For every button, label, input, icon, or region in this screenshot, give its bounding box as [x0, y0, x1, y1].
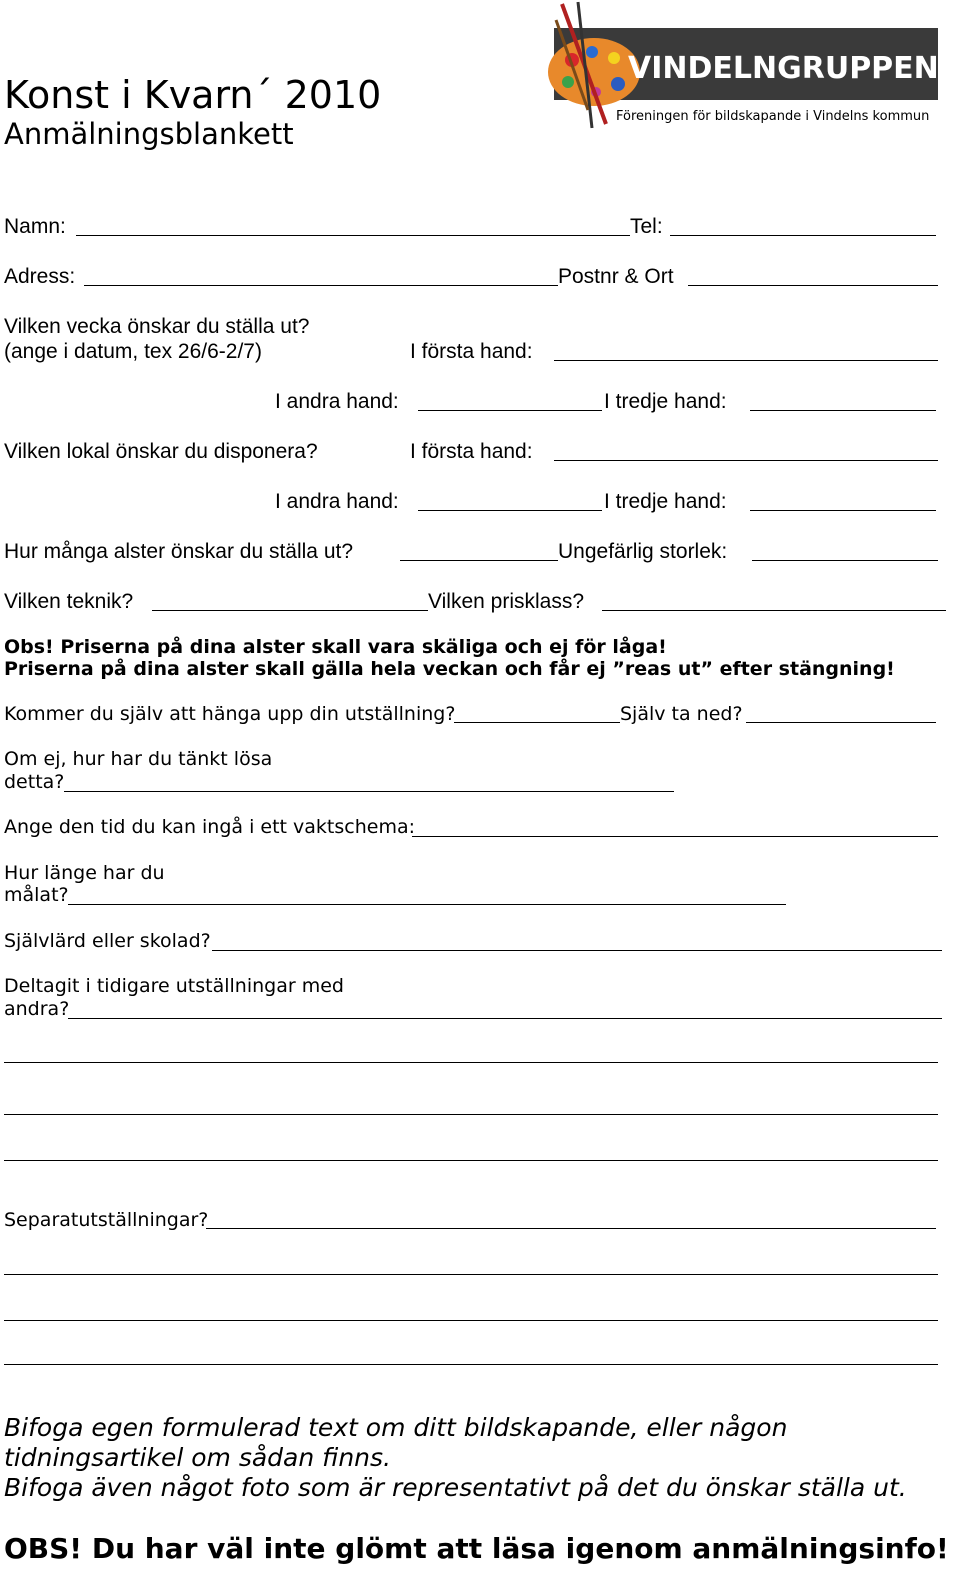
- vecka-first-label: I första hand:: [410, 340, 533, 363]
- separat-field-line-3[interactable]: [4, 1320, 938, 1321]
- lokal-second-label: I andra hand:: [275, 490, 399, 513]
- bifoga-text-3: Bifoga även något foto som är representativt på det du önskar ställa ut.: [4, 1473, 907, 1502]
- alster-question: Hur många alster önskar du ställa ut?: [4, 540, 354, 563]
- deltagit-field-line-3[interactable]: [4, 1114, 938, 1115]
- lokal-second-field[interactable]: [418, 510, 602, 511]
- lokal-first-label: I första hand:: [410, 440, 533, 463]
- lokal-first-field[interactable]: [554, 460, 938, 461]
- vecka-third-field[interactable]: [750, 410, 936, 411]
- malat-question: Hur länge har du: [4, 862, 165, 884]
- storlek-field[interactable]: [752, 560, 938, 561]
- adress-label: Adress:: [4, 265, 76, 288]
- page-title: Konst i Kvarn´ 2010: [4, 73, 382, 117]
- namn-label: Namn:: [4, 215, 66, 238]
- ta-ned-label: Själv ta ned?: [620, 703, 743, 725]
- vaktschema-field[interactable]: [412, 836, 938, 837]
- deltagit-field-line-4[interactable]: [4, 1160, 938, 1161]
- teknik-label: Vilken teknik?: [4, 590, 134, 613]
- deltagit-field[interactable]: [68, 1018, 942, 1019]
- page-subtitle: Anmälningsblankett: [4, 117, 294, 151]
- bifoga-text-2: tidningsartikel om sådan finns.: [4, 1443, 391, 1472]
- vecka-hint: (ange i datum, tex 26/6-2/7): [4, 340, 262, 363]
- vecka-second-label: I andra hand:: [275, 390, 399, 413]
- vecka-second-field[interactable]: [418, 410, 602, 411]
- price-notice: Obs! Priserna på dina alster skall vara skäliga och ej för låga!: [4, 636, 667, 658]
- lokal-question: Vilken lokal önskar du disponera?: [4, 440, 318, 463]
- malat-field[interactable]: [68, 904, 786, 905]
- hanga-field[interactable]: [454, 722, 620, 723]
- price-notice-2: Priserna på dina alster skall gälla hela veckan och får ej ”reas ut” efter stängning!: [4, 658, 895, 680]
- om-ej-field[interactable]: [64, 791, 674, 792]
- tel-field[interactable]: [670, 235, 936, 236]
- vecka-first-field[interactable]: [554, 360, 938, 361]
- teknik-field[interactable]: [152, 610, 428, 611]
- final-reminder: OBS! Du har väl inte glömt att läsa igenom anmälningsinfo!: [4, 1532, 949, 1565]
- postnr-field[interactable]: [688, 285, 938, 286]
- tel-label: Tel:: [630, 215, 663, 238]
- lokal-third-field[interactable]: [750, 510, 936, 511]
- malat-question-2: målat?: [4, 884, 69, 906]
- namn-field[interactable]: [76, 235, 630, 236]
- deltagit-field-line-2[interactable]: [4, 1062, 938, 1063]
- om-ej-question-2: detta?: [4, 771, 65, 793]
- hanga-question: Kommer du själv att hänga upp din utställning?: [4, 703, 456, 725]
- sjalvlard-question: Självlärd eller skolad?: [4, 930, 211, 952]
- separat-question: Separatutställningar?: [4, 1209, 209, 1231]
- vecka-third-label: I tredje hand:: [604, 390, 727, 413]
- lokal-third-label: I tredje hand:: [604, 490, 727, 513]
- vindelngruppen-logo: [548, 0, 946, 130]
- prisklass-field[interactable]: [602, 610, 946, 611]
- separat-field[interactable]: [206, 1228, 936, 1229]
- bifoga-text-1: Bifoga egen formulerad text om ditt bildskapande, eller någon: [4, 1413, 788, 1442]
- svg-text:Föreningen för bildskapande i: Föreningen för bildskapande i Vindelns kommun: [616, 109, 930, 124]
- vecka-question: Vilken vecka önskar du ställa ut?: [4, 315, 310, 338]
- separat-field-line-2[interactable]: [4, 1274, 938, 1275]
- om-ej-question: Om ej, hur har du tänkt lösa: [4, 748, 273, 770]
- deltagit-question: Deltagit i tidigare utställningar med: [4, 975, 344, 997]
- adress-field[interactable]: [84, 285, 558, 286]
- postnr-label: Postnr & Ort: [558, 265, 674, 288]
- deltagit-question-2: andra?: [4, 998, 70, 1020]
- svg-text:VINDELNGRUPPEN: VINDELNGRUPPEN: [628, 51, 939, 86]
- prisklass-label: Vilken prisklass?: [428, 590, 585, 613]
- storlek-label: Ungefärlig storlek:: [558, 540, 728, 563]
- alster-field[interactable]: [400, 560, 558, 561]
- vaktschema-question: Ange den tid du kan ingå i ett vaktschema:: [4, 816, 416, 838]
- sjalvlard-field[interactable]: [212, 950, 942, 951]
- ta-ned-field[interactable]: [746, 722, 936, 723]
- separat-field-line-4[interactable]: [4, 1364, 938, 1365]
